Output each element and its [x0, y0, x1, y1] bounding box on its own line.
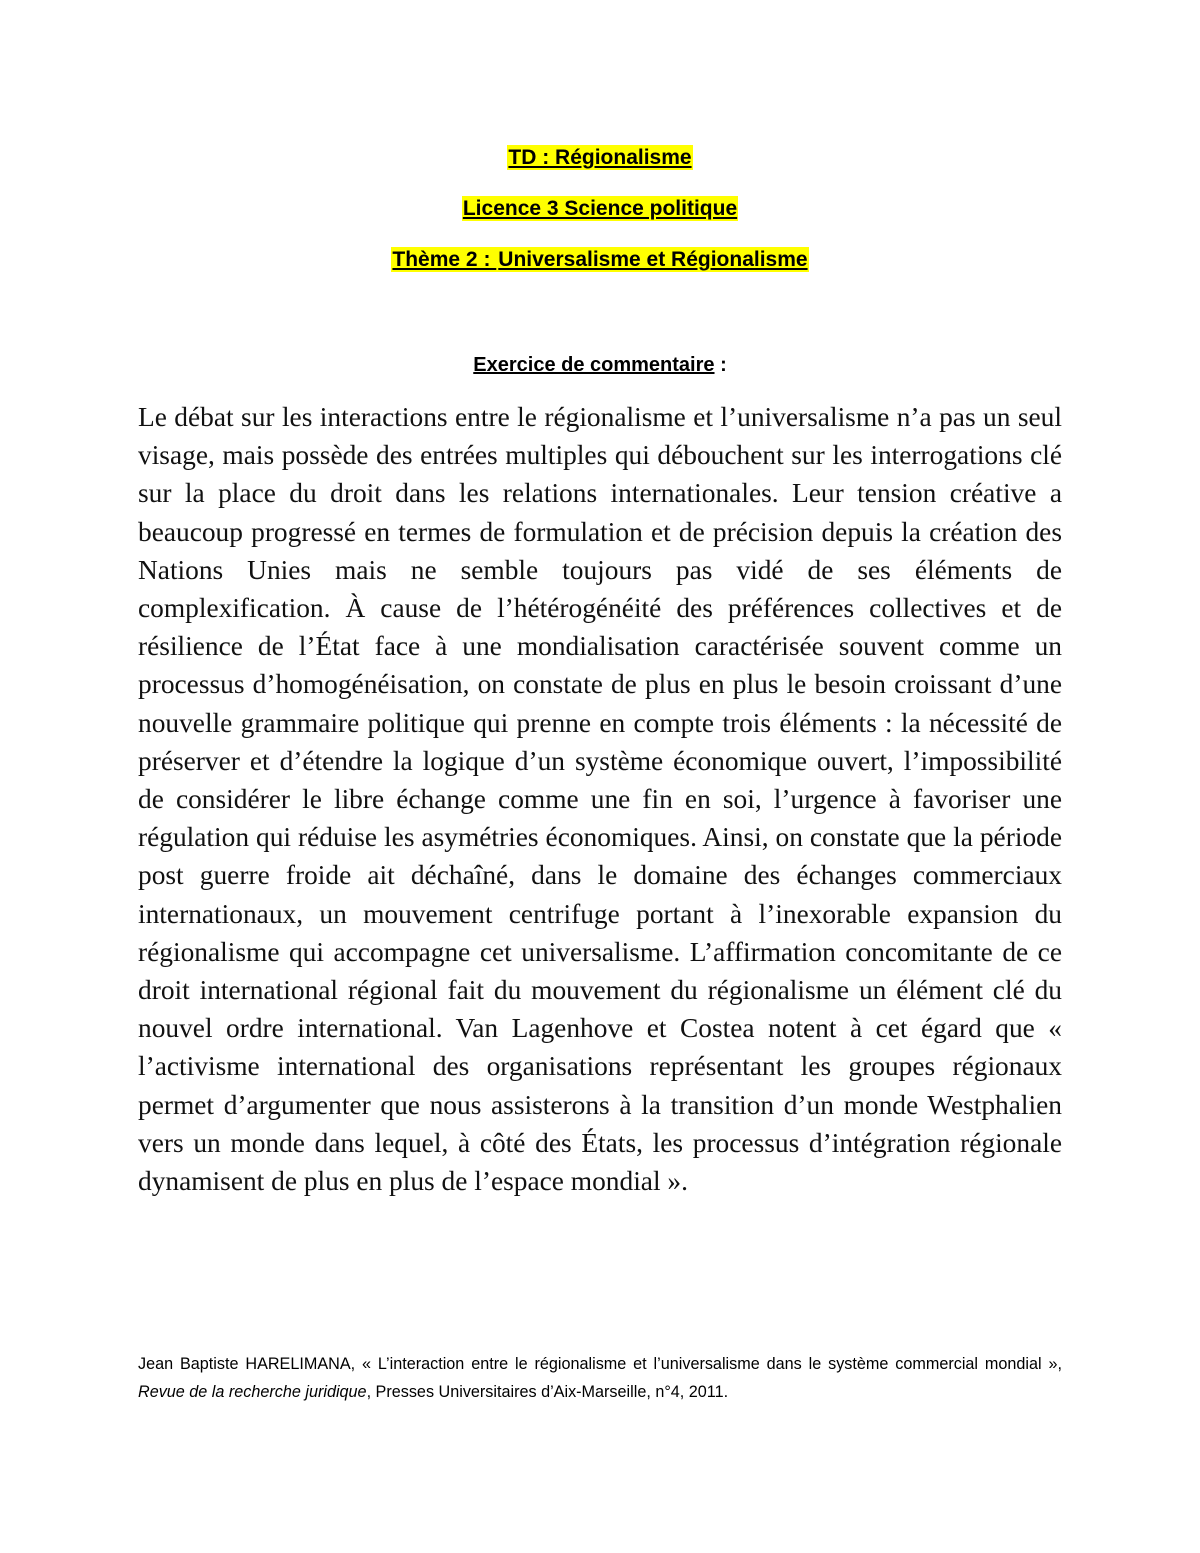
- theme-line: [0, 242, 1200, 293]
- theme-prefix: Thème 2 :: [392, 248, 497, 271]
- citation-author-title: Jean Baptiste HARELIMANA, « L’interaction entre le régionalisme et l’universalisme dans le système commercial mondial »,: [138, 1355, 1062, 1373]
- course-level-line: [0, 191, 1200, 242]
- course-level: Licence 3 Science politique: [462, 197, 738, 220]
- citation-journal: Revue de la recherche juridique: [138, 1383, 367, 1401]
- heading-block: [0, 140, 1200, 293]
- source-citation: [138, 1350, 1062, 1406]
- commentary-passage: Le débat sur les interactions entre le régionalisme et l’universalisme n’a pas un seul visage, mais possède des entrées multiples qui débouchent sur les interrogations clé sur la place du droit dans les relations internationales. Leur tension créative a beaucoup progressé en termes de formulation et de précision depuis la création des Nations Unies mais ne semble toujours pas vidé de ses éléments de complexification. À cause de l’hétérogénéité des préférences collectives et de résilience de l’État face à une mondialisation caractérisée souvent comme un processus d’homogénéisation, on constate de plus en plus le besoin croissant d’une nouvelle grammaire politique qui prenne en compte trois éléments : la nécessité de préserver et d’étendre la logique d’un système économique ouvert, l’impossibilité de considérer le libre échange comme une fin en soi, l’urgence à favoriser une régulation qui réduise les asymétries économiques. Ainsi, on constate que la période post guerre froide ait déchaîné, dans le domaine des échanges commerciaux internationaux, un mouvement centrifuge portant à l’inexorable expansion du régionalisme qui accompagne cet universalisme. L’affirmation concomitante de ce droit international régional fait du mouvement du régionalisme un élément clé du nouvel ordre international. Van Lagenhove et Costea notent à cet égard que « l’activisme international des organisations représentant les groupes régionaux permet d’argumenter que nous assisterons à la transition d’un monde Westphalien vers un monde dans lequel, à côté des États, les processus d’intégration régionale dynamisent de plus en plus de l’espace mondial ».: [138, 402, 1062, 1197]
- course-title-line: [0, 140, 1200, 191]
- citation-publisher: , Presses Universitaires d’Aix-Marseille, n°4, 2011.: [366, 1383, 729, 1401]
- exercise-label: Exercice de commentaire: [473, 354, 715, 376]
- course-title: TD : Régionalisme: [508, 146, 692, 169]
- exercise-heading: [0, 350, 1200, 380]
- theme-title: Universalisme et Régionalisme: [498, 248, 808, 271]
- exercise-suffix: :: [714, 354, 727, 376]
